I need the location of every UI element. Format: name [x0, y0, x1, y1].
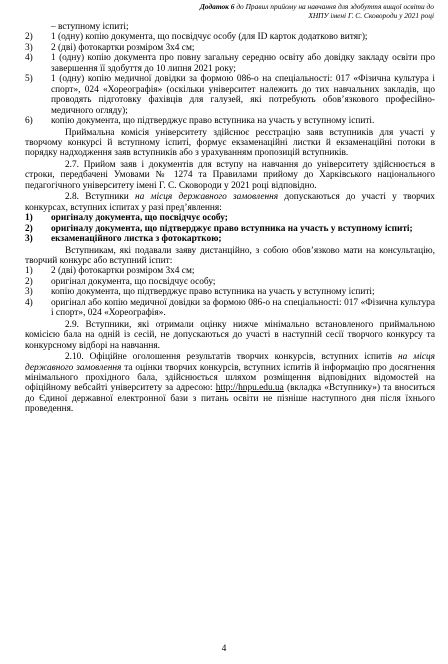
list-item — [25, 234, 435, 244]
list-item-number: 2) — [25, 223, 33, 234]
list-item-text: оригінал документа, що посвідчує особу; — [51, 276, 216, 287]
list-item — [25, 43, 435, 53]
list-item-text: екзаменаційного листка з фотокарткою; — [51, 234, 222, 245]
list-item-number: 1) — [25, 213, 33, 224]
list-item-text: оригінал або копію медичної довідки за формою 086-о на спеціальності: 017 «Фізична культура і спорт», 024 «Хореографія». — [51, 297, 435, 319]
paragraph-2-8-emphasis: на місця державного замовлення — [135, 192, 279, 203]
paragraph-2-8-start: 2.8. Вступники — [65, 192, 135, 203]
paragraph-2-10 — [25, 352, 435, 415]
remote-documents-list — [25, 266, 435, 318]
list-item-text: 1 (одну) копію документа, що посвідчує особу (для ID карток додатково витяг); — [51, 32, 368, 43]
list-item — [25, 298, 435, 319]
list-item — [25, 277, 435, 287]
list-item-text: копію документа, що підтверджує право вступника на участь у вступному іспиті; — [51, 287, 375, 298]
list-item — [25, 213, 435, 223]
list-item-number: 3) — [25, 42, 33, 53]
paragraph-2-10-start: 2.10. Офіційне оголошення результатів творчих конкурсів, вступних іспитів — [65, 352, 399, 363]
page-number: 4 — [221, 644, 227, 654]
originals-list — [25, 213, 435, 244]
header-text: до Правил прийому на навчання для здобуття вищої освіти до ХНПУ імені Г. С. Сковороди у 2021 році — [234, 2, 434, 20]
list-item — [25, 74, 435, 116]
list-item-text: 2 (дві) фотокартки розміром 3х4 см; — [51, 266, 195, 277]
list-item-text: оригіналу документа, що посвідчує особу; — [51, 213, 228, 224]
list-item — [25, 287, 435, 297]
paragraph-commission: Приймальна комісія університету здійснює реєстрацію заяв вступників для участі у творчому конкурсі й вступному іспиті, формує екзаменаційні листки й екзаменаційні потоки в порядку надходження заяв вступників або з урахуванням пропозицій вступників. — [25, 127, 435, 159]
header-annex-label: Додаток 6 — [199, 2, 235, 11]
university-website-link[interactable]: http://hnpu.edu.ua — [215, 383, 284, 394]
list-item-number: 4) — [25, 297, 33, 308]
list-item-text: 1 (одну) копію медичної довідки за формою 086-о на спеціальності: 017 «Фізична культура і спорт», 024 «Хореографія» (оскільки університет належить до тих навчальних закладів, що проводять підготовку фахівців для галузей, які потребують обов’язкового професійно-медичного огляду); — [51, 74, 435, 116]
page-header — [184, 2, 434, 20]
paragraph-2-8-end: допускаються до участі у творчих конкурсах, вступних іспитах у разі пред’явлення: — [25, 192, 435, 213]
list-item-number: 6) — [25, 116, 33, 127]
list-item — [25, 116, 435, 126]
list-item-number: 1) — [25, 266, 33, 277]
paragraph-2-10-middle: та оцінки творчих конкурсів, вступних іспитів й інформацію про досягнення мінімального прохідного бала, здійснюється шляхом розміщення відповідних відомостей на офіційному вебсайті університету за адресою: — [25, 362, 435, 394]
list-item-text: копію документа, що підтверджує право вступника на участь у вступному іспиті. — [51, 116, 375, 127]
paragraph-2-8 — [25, 192, 435, 213]
list-item — [25, 224, 435, 234]
paragraph-2-10-end: (вкладка «Вступнику») та вноситься до Єдиної державної електронної бази з питань освіти не пізніше наступного дня після їхнього проведення. — [25, 383, 435, 415]
paragraph-2-9: 2.9. Вступники, які отримали оцінку нижче мінімально встановленого приймальною комісією бала на одній із сесій, не допускаються до участі в наступній сесії творчого конкурсу та конкурсному відборі на навчання. — [25, 319, 435, 351]
paragraph-2-7: 2.7. Прийом заяв і документів для вступу на навчання до університету здійснюється в строки, передбачені Умовами № 1274 та Правилами прийому до Харківського національного педагогічного університету імені Г. С. Сковороди у 2021 році відповідно. — [25, 159, 435, 191]
required-copies-list — [25, 32, 435, 126]
paragraph-2-10-emphasis: на місця державного замовлення — [25, 352, 435, 373]
list-item-text: 2 (дві) фотокартки розміром 3х4 см; — [51, 42, 195, 53]
list-continuation: – вступному іспиті; — [51, 22, 129, 32]
list-item — [25, 266, 435, 276]
list-item-number: 4) — [25, 53, 33, 64]
list-item-number: 3) — [25, 234, 33, 245]
paragraph-remote-applicants: Вступникам, які подавали заяву дистанційно, з собою обов’язково мати на консультацію, творчий конкурс або вступний іспит: — [25, 245, 435, 266]
list-item-text: 1 (одну) копію документа про повну загальну середню освіту або довідку закладу освіти про завершення її здобуття до 10 липня 2021 року; — [51, 53, 435, 74]
document-body — [25, 22, 435, 415]
list-item-number: 2) — [25, 276, 33, 287]
list-item-text: оригіналу документа, що підтверджує право вступника на участь у вступному іспиті; — [51, 223, 413, 234]
list-item-number: 5) — [25, 74, 33, 85]
list-item-number: 2) — [25, 32, 33, 43]
list-item-number: 3) — [25, 287, 33, 298]
list-item — [25, 32, 435, 42]
list-item — [25, 53, 435, 74]
